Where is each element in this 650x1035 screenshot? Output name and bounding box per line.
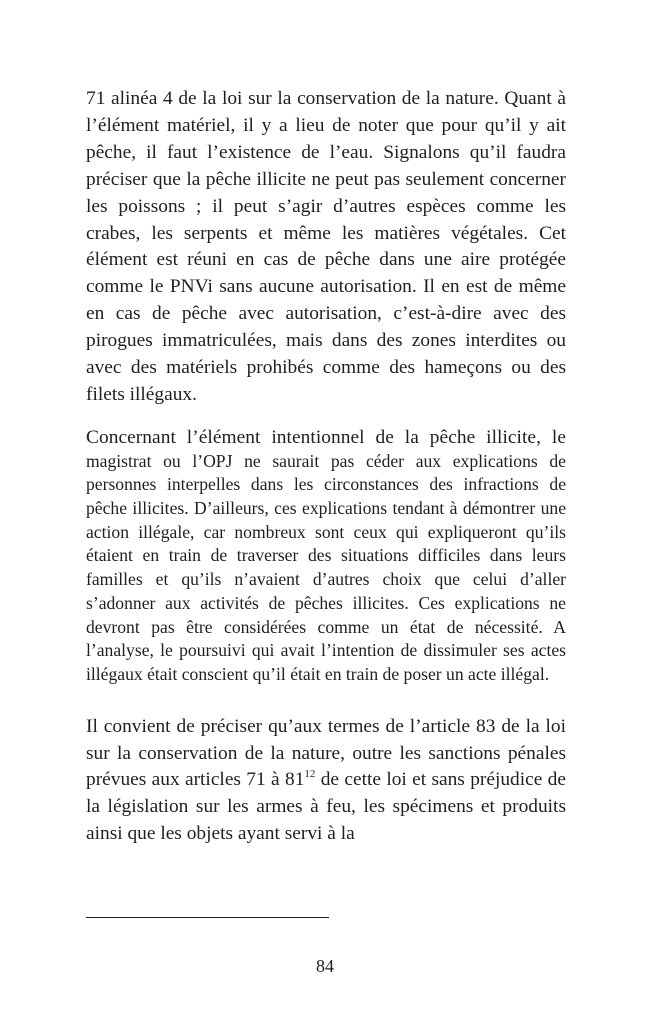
paragraph-intentional-element — [86, 426, 566, 687]
paragraph-material-element: 71 alinéa 4 de la loi sur la conservation de la nature. Quant à l’élément matériel, il y a lieu de noter que pour qu’il y ait pêche, il faut l’existence de l’eau. Signalons qu’il faudra préciser que la pêche illicite ne peut pas seulement concerner les poissons ; il peut s’agir d’autres espèces comme les crabes, les serpents et même les matières végétales. Cet élément est réuni en cas de pêche dans une aire protégée comme le PNVi sans aucune autorisation. Il en est de même en cas de pêche avec autorisation, c’est-à-dire avec des pirogues immatriculées, mais dans des zones interdites ou avec des matériels prohibés comme des hameçons ou des filets illégaux. — [86, 88, 566, 405]
page-number: 84 — [316, 956, 334, 976]
paragraph-intentional-element-lead: Concernant l’élément intentionnel de la pêche illicite, le — [86, 426, 566, 448]
paragraph-article-83-after-ref: de cette loi et sans préjudice de la législation sur les armes à feu, les spécimens et produits ainsi que les objets ayant servi à la — [86, 769, 566, 845]
paragraph-intentional-element-rest: magistrat ou l’OPJ ne saurait pas céder aux explications de personnes interpelles dans les circonstances des infractions de pêche illicites. D’ailleurs, ces explications tendant à démontrer une action illégale, car nombreux sont ceux qui expliqueront qu’ils étaient en train de traverser des situations difficiles dans leurs familles et qu’ils n’avaient d’autres choix que celui d’aller s’adonner aux activités de pêches illicites. Ces explications ne devront pas être considérées comme un état de nécessité. A l’analyse, le poursuivi qui avait l’intention de dissimuler ses actes illégaux était conscient qu’il était en train de poser un acte illégal. — [86, 450, 566, 684]
page-body — [86, 86, 566, 848]
footnote-separator — [86, 917, 329, 918]
paragraph-article-83-before-ref: Il convient de préciser qu’aux termes de l’article 83 de la loi sur la conservation de la nature, outre les sanctions pénales prévues aux articles 71 à 81 — [86, 715, 566, 791]
footnote-reference: 12 — [304, 768, 316, 781]
paragraph-article-83 — [86, 714, 566, 849]
